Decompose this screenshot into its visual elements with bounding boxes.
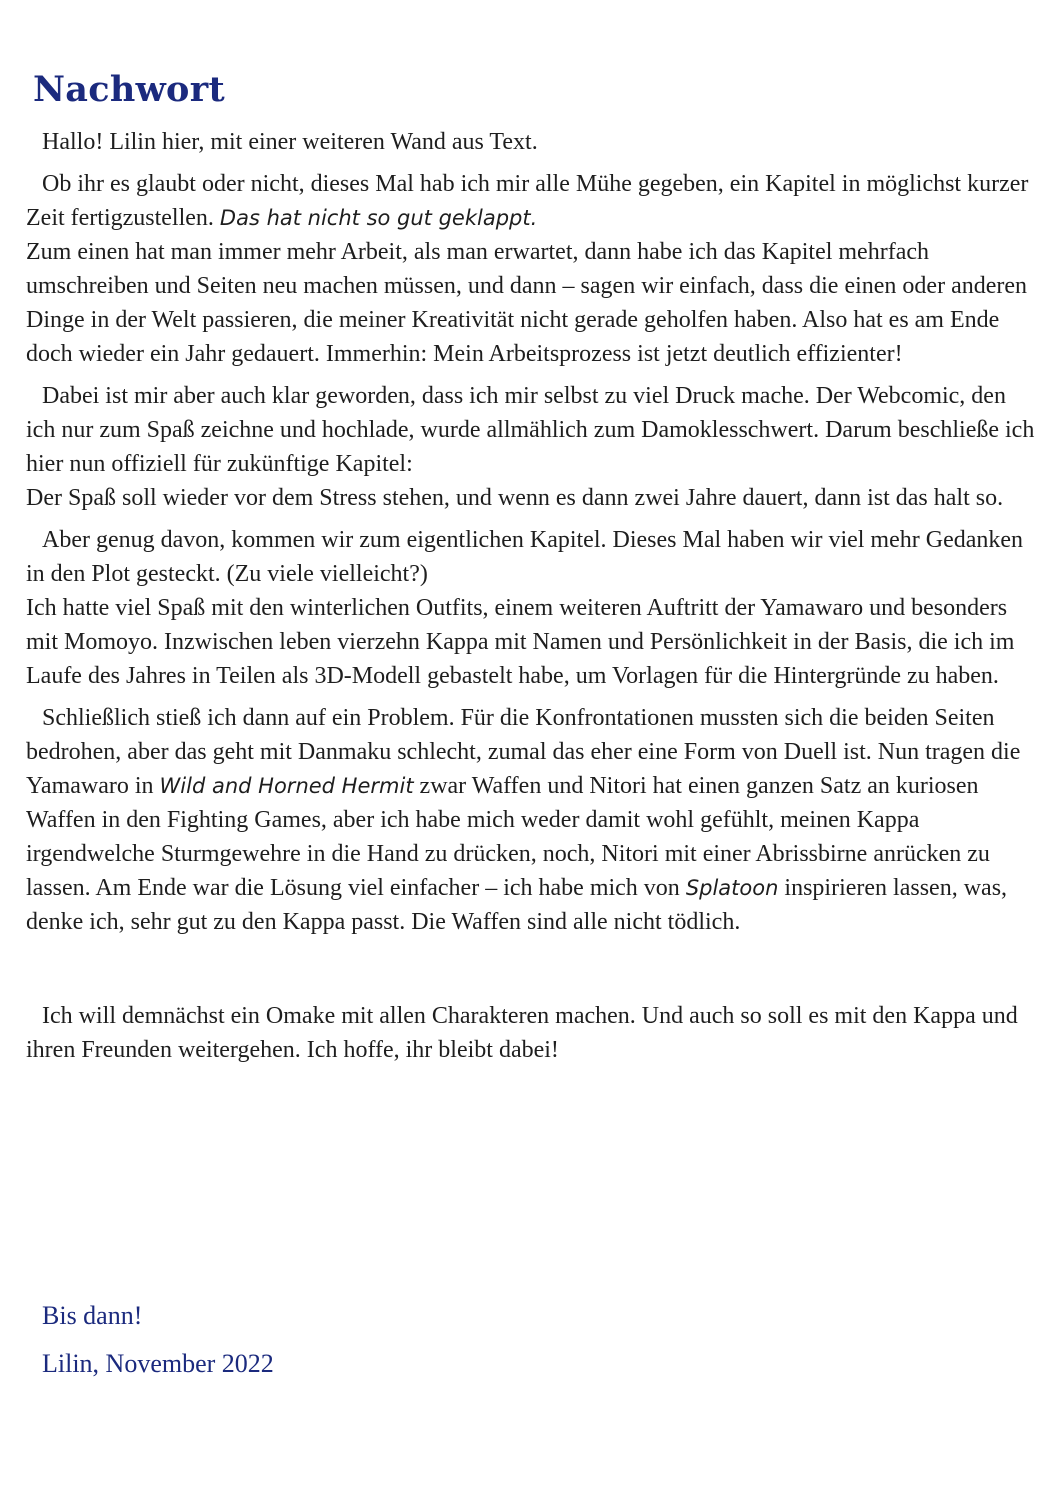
italic-title-splatoon: Splatoon — [685, 876, 779, 900]
paragraph-text: Dabei ist mir aber auch klar geworden, dass ich mir selbst zu viel Druck mache. Der Webcomic, den ich nur zum Spaß zeichne und hochlade, wurde allmählich zum Damoklesschwert. Darum beschließe ich hier nun offiziell für zukünftige Kapitel: — [26, 383, 1035, 477]
spacer — [26, 947, 1038, 999]
paragraph-text: Ich hatte viel Spaß mit den winterlichen Outfits, einem weiteren Auftritt der Yamawaro und besonders mit Momoyo. Inzwischen leben vierzehn Kappa mit Namen und Persönlichkeit in der Basis, die ich im Laufe des Jahres in Teilen als 3D-Modell gebastelt habe, um Vorlagen für die Hintergründe zu haben. — [26, 595, 1015, 689]
italic-title-wild-and-horned-hermit: Wild and Horned Hermit — [159, 774, 414, 798]
paragraph-text: Ob ihr es glaubt oder nicht, dieses Mal hab ich mir alle Mühe gegeben, ein Kapitel in möglichst kurzer Zeit fertigzustellen. — [26, 171, 1029, 231]
paragraph-chapter-content — [26, 523, 1038, 693]
paragraph-outlook: Ich will demnächst ein Omake mit allen Charakteren machen. Und auch so soll es mit den Kappa und ihren Freunden weitergehen. Ich hoffe, ihr bleibt dabei! — [26, 1003, 1018, 1063]
signature: Lilin, November 2022 — [42, 1349, 274, 1378]
paragraph-chapter-time — [26, 167, 1038, 371]
afterword-body — [26, 125, 1038, 1075]
closing-line: Bis dann! — [42, 1301, 143, 1330]
paragraph-greeting: Hallo! Lilin hier, mit einer weiteren Wand aus Text. — [42, 129, 538, 155]
paragraph-text: inspirieren lassen, was, denke ich, sehr gut zu den Kappa passt. Die Waffen sind alle nicht tödlich. — [26, 875, 1008, 935]
paragraph-text: Aber genug davon, kommen wir zum eigentlichen Kapitel. Dieses Mal haben wir viel mehr Gedanken in den Plot gesteckt. (Zu viele vielleicht?) — [26, 527, 1024, 587]
paragraph-pressure — [26, 379, 1038, 515]
paragraph-text: Zum einen hat man immer mehr Arbeit, als man erwartet, dann habe ich das Kapitel mehrfach umschreiben und Seiten neu machen müssen, und dann – sagen wir einfach, dass die einen oder anderen Dinge in der Welt passieren, die meiner Kreativität nicht gerade geholfen haben. Also hat es am Ende doch wieder ein Jahr gedauert. Immerhin: Mein Arbeitsprozess ist jetzt deutlich effizienter! — [26, 239, 1028, 367]
paragraph-text: zwar Waffen und Nitori hat einen ganzen Satz an kuriosen Waffen in den Fighting Games, aber ich habe mich weder damit wohl gefühlt, meinen Kappa irgendwelche Sturmgewehre in die Hand zu drücken, noch, Nitori mit einer Abrissbirne anrücken zu lassen. Am Ende war die Lösung viel einfacher – ich habe mich von — [26, 773, 990, 901]
paragraph-text: Der Spaß soll wieder vor dem Stress stehen, und wenn es dann zwei Jahre dauert, dann ist das halt so. — [26, 485, 1004, 511]
paragraph-text: Schließlich stieß ich dann auf ein Problem. Für die Konfrontationen mussten sich die beiden Seiten bedrohen, aber das geht mit Danmaku schlecht, zumal das eher eine Form von Duell ist. Nun tragen die Yamawaro in — [26, 705, 1021, 799]
page-title: Nachwort — [33, 69, 225, 110]
italic-remark: Das hat nicht so gut geklappt. — [219, 206, 538, 230]
paragraph-weapons — [26, 701, 1038, 939]
